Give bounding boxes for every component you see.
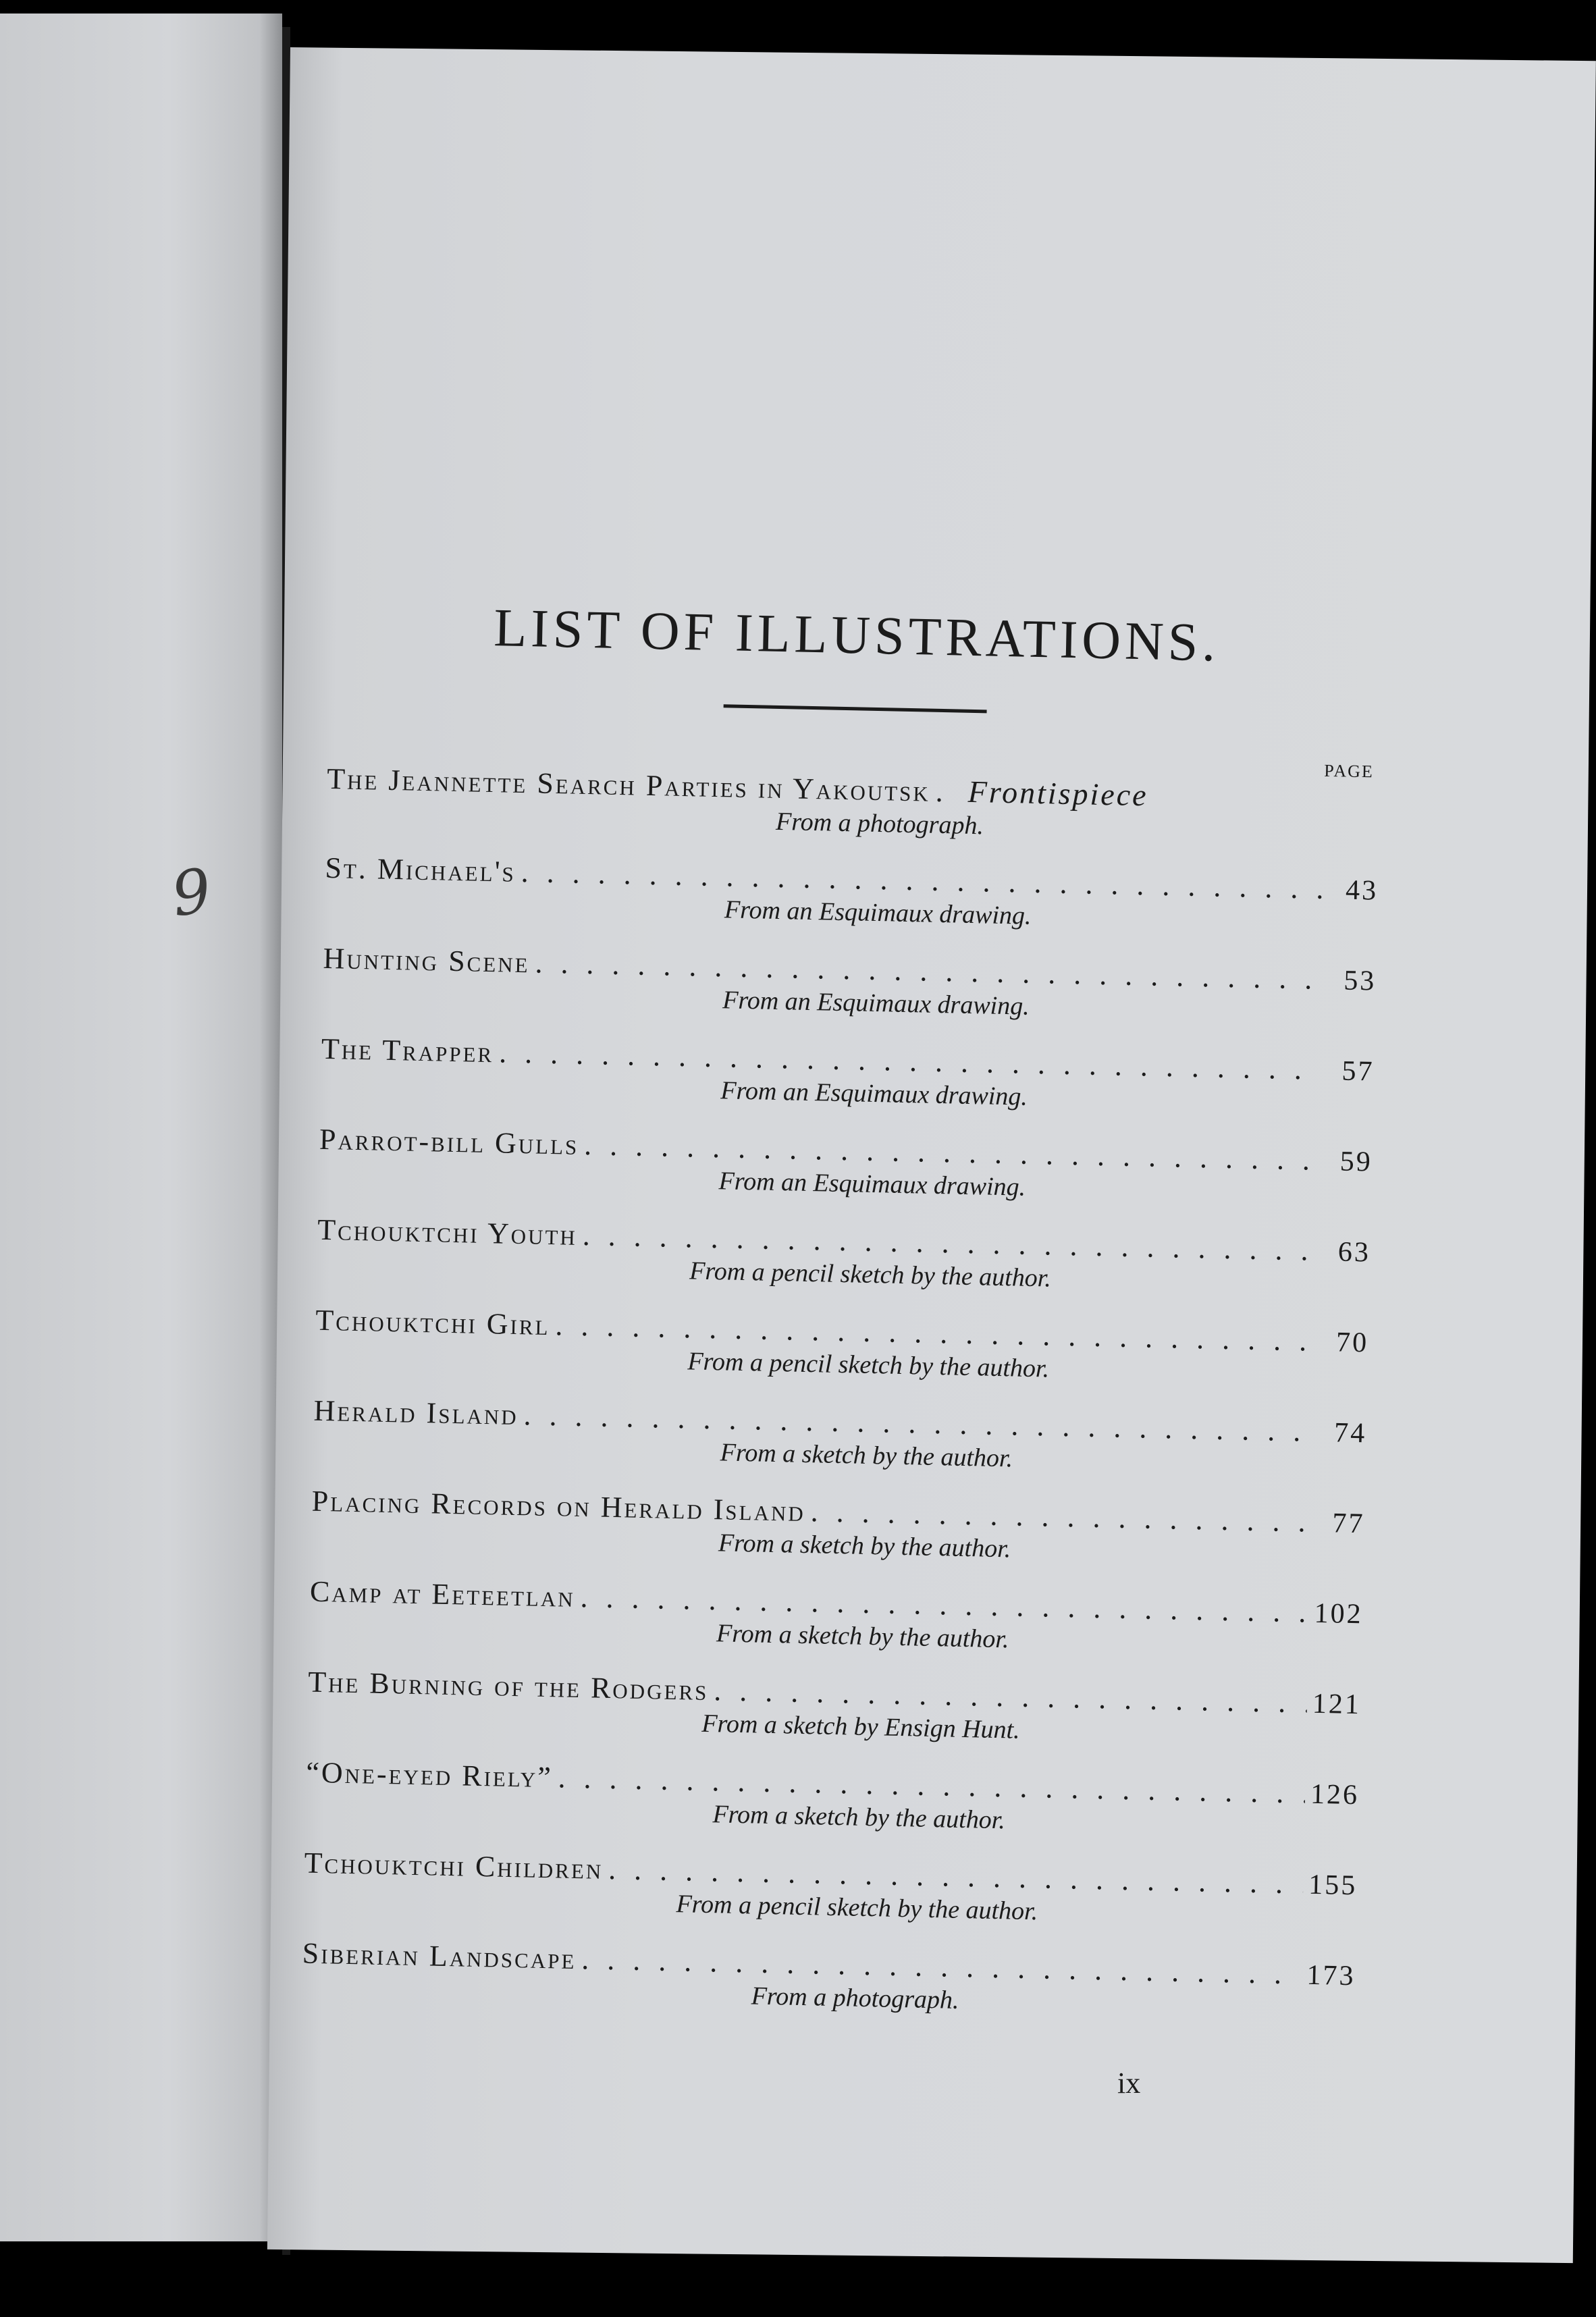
illustration-title: The Burning of the Rodgers xyxy=(307,1665,709,1707)
dot-leader xyxy=(935,774,963,809)
illustration-title: Tchouktchi Children xyxy=(304,1846,604,1886)
illustration-page: 121 xyxy=(1312,1688,1362,1721)
illustration-source: From a pencil sketch by the author. xyxy=(676,1890,1038,1926)
illustration-page: 63 xyxy=(1337,1236,1371,1269)
illustration-page: 155 xyxy=(1308,1869,1358,1902)
illustration-page: 126 xyxy=(1310,1778,1360,1811)
illustration-source: From an Esquimaux drawing. xyxy=(720,1076,1028,1111)
illustration-page: 77 xyxy=(1332,1508,1365,1540)
illustration-source: From a sketch by the author. xyxy=(718,1528,1011,1564)
illustration-source: From a sketch by the author. xyxy=(720,1438,1013,1473)
illustration-title: Herald Island xyxy=(313,1393,519,1432)
handwritten-margin-note: 9 xyxy=(167,855,216,931)
illustration-page: 43 xyxy=(1345,874,1379,907)
illustration-source: From a pencil sketch by the author. xyxy=(689,1256,1052,1293)
illustration-page: 74 xyxy=(1333,1417,1367,1449)
illustration-page: 70 xyxy=(1335,1327,1369,1359)
illustration-source: From a sketch by Ensign Hunt. xyxy=(701,1709,1021,1745)
facing-page xyxy=(0,14,282,2241)
illustration-title: The Trapper xyxy=(321,1032,494,1069)
illustration-source: From a photograph. xyxy=(775,807,984,841)
illustration-title: Tchouktchi Girl xyxy=(315,1303,551,1342)
page-title: LIST OF ILLUSTRATIONS. xyxy=(493,598,1221,673)
illustration-title: Camp at Eeteetlan xyxy=(309,1574,576,1614)
illustration-title: Siberian Landscape xyxy=(302,1936,577,1976)
illustration-title: “One-eyed Riely” xyxy=(305,1755,554,1794)
illustration-title: St. Michael's xyxy=(324,851,516,888)
illustration-title: Tchouktchi Youth xyxy=(317,1213,578,1252)
illustration-source: From an Esquimaux drawing. xyxy=(724,895,1032,930)
illustration-title: Placing Records on Herald Island xyxy=(311,1484,806,1528)
illustration-source: From an Esquimaux drawing. xyxy=(722,986,1030,1021)
illustration-source: From a sketch by the author. xyxy=(712,1800,1006,1835)
illustration-source: From an Esquimaux drawing. xyxy=(718,1167,1026,1202)
illustration-source: From a sketch by the author. xyxy=(716,1619,1009,1654)
title-rule xyxy=(724,704,987,713)
illustration-source: From a photograph. xyxy=(751,1981,959,2015)
illustration-page: 57 xyxy=(1341,1055,1375,1088)
illustration-page: 53 xyxy=(1343,965,1377,997)
illustration-source: From a pencil sketch by the author. xyxy=(687,1347,1050,1383)
illustrations-list xyxy=(301,594,1384,2048)
page-column-heading: PAGE xyxy=(1324,760,1375,782)
illustration-page: 59 xyxy=(1339,1146,1373,1178)
illustration-page: 102 xyxy=(1314,1597,1364,1630)
illustration-title: Hunting Scene xyxy=(323,941,531,980)
illustration-page: Frontispiece xyxy=(967,774,1149,813)
illustration-title: Parrot-bill Gulls xyxy=(319,1122,579,1161)
page-number: ix xyxy=(1117,2067,1141,2100)
illustration-page: 173 xyxy=(1306,1959,1356,1992)
illustration-title: The Jeannette Search Parties in Yakoutsk xyxy=(326,762,931,808)
